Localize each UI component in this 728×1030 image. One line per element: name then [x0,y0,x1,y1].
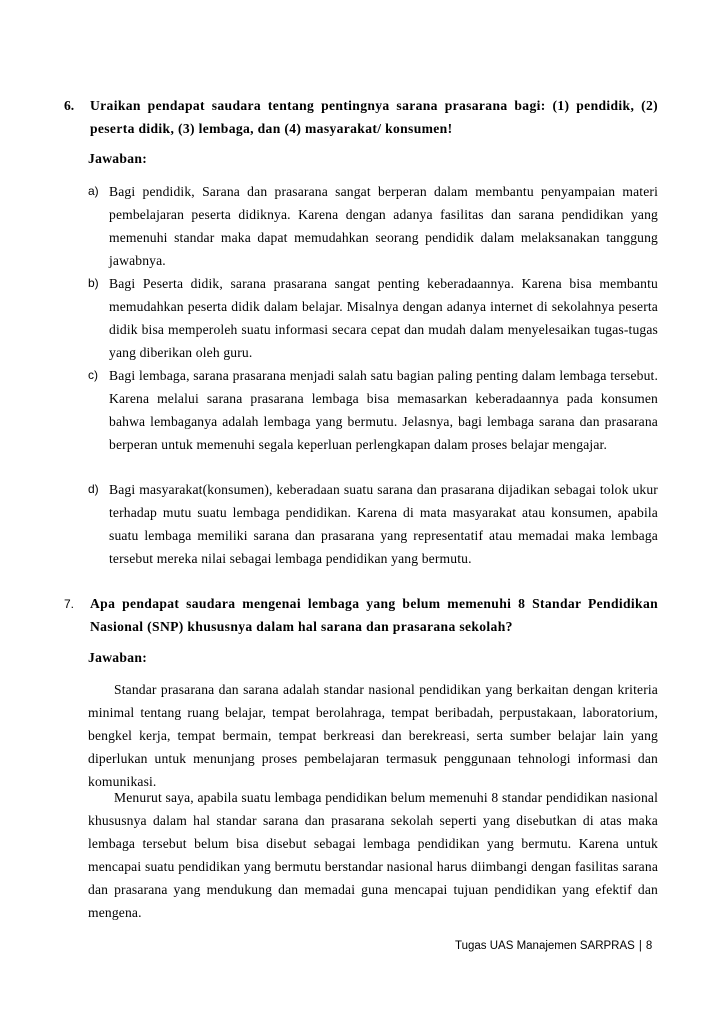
page-footer [455,940,652,952]
item-text: Bagi Peserta didik, sarana prasarana sangat penting keberadaannya. Karena bisa membantu memudahkan peserta didik dalam belajar. Misalnya dengan adanya internet di sekolahnya peserta didik bisa memperoleh suatu informasi secara cepat dan mudah dalam menyelesaikan tugas-tugas yang diberikan oleh guru. [109,276,658,360]
question-number: 6. [64,98,75,113]
answer-item-c [88,364,658,456]
question-text: Apa pendapat saudara mengenai lembaga yang belum memenuhi 8 Standar Pendidikan Nasional (SNP) khususnya dalam hal sarana dan prasarana sekolah? [90,596,658,634]
answer-label: Jawaban: [88,151,148,166]
item-text: Bagi lembaga, sarana prasarana menjadi salah satu bagian paling penting dalam lembaga tersebut. Karena melalui sarana prasarana lembaga bisa memasarkan keberadaannya pada konsumen bahwa lembaganya adalah lembaga yang bermutu. Jelasnya, bagi lembaga sarana dan prasarana berperan untuk memenuhi segala keperluan perlengkapan dalam proses belajar mengajar. [109,368,658,452]
answer-item-a [88,180,658,272]
question-text: Uraikan pendapat saudara tentang pentingnya sarana prasarana bagi: (1) pendidik, (2) peserta didik, (3) lembaga, dan (4) masyarakat/ konsumen! [90,98,658,136]
item-text: Bagi pendidik, Sarana dan prasarana sangat berperan dalam membantu penyampaian materi pembelajaran peserta didiknya. Karena dengan adanya fasilitas dan sarana pendidikan yang memenuhi standar maka dapat memudahkan seorang pendidik dalam melaksanakan tanggung jawabnya. [109,184,658,268]
item-label: c) [88,368,98,382]
answer-label: Jawaban: [88,650,148,665]
answer-item-b [88,272,658,364]
answer-paragraph: Menurut saya, apabila suatu lembaga pendidikan belum memenuhi 8 standar pendidikan nasional khususnya dalam hal standar sarana dan prasarana sekolah seperti yang disebutkan di atas maka lembaga tersebut belum bisa disebut sebagai lembaga pendidikan yang bermutu. Karena untuk mencapai suatu pendidikan yang bermutu berstandar nasional harus diimbangi dengan fasilitas sarana dan prasarana yang mendukung dan memadai guna mencapai tujuan pendidikan yang efektif dan mengena. [88,790,658,920]
item-label: d) [88,482,99,496]
answer-item-d [88,478,658,570]
item-text: Bagi masyarakat(konsumen), keberadaan suatu sarana dan prasarana dijadikan sebagai tolok ukur terhadap mutu suatu lembaga pendidikan. Karena di mata masyarakat atau konsumen, apabila suatu lembaga memiliki sarana dan prasarana yang representatif atau memadai maka lembaga tersebut mereka nilai sebagai lembaga pendidikan yang bermutu. [109,482,658,566]
question-7 [64,592,658,638]
item-label: b) [88,276,99,290]
item-label: a) [88,184,99,198]
question-number: 7. [64,597,75,611]
question-6 [64,94,658,140]
answer-paragraph: Standar prasarana dan sarana adalah standar nasional pendidikan yang berkaitan dengan kriteria minimal tentang ruang belajar, tempat berolahraga, tempat beribadah, perpustakaan, laboratorium, bengkel kerja, tempat bermain, tempat berkreasi dan berekreasi, serta sumber belajar lain yang diperlukan untuk menunjang proses pembelajaran termasuk penggunaan tehnologi informasi dan komunikasi. [88,682,658,789]
footer-separator: | [638,940,642,952]
page-number: 8 [645,940,653,952]
footer-title: Tugas UAS Manajemen SARPRAS [455,940,635,952]
